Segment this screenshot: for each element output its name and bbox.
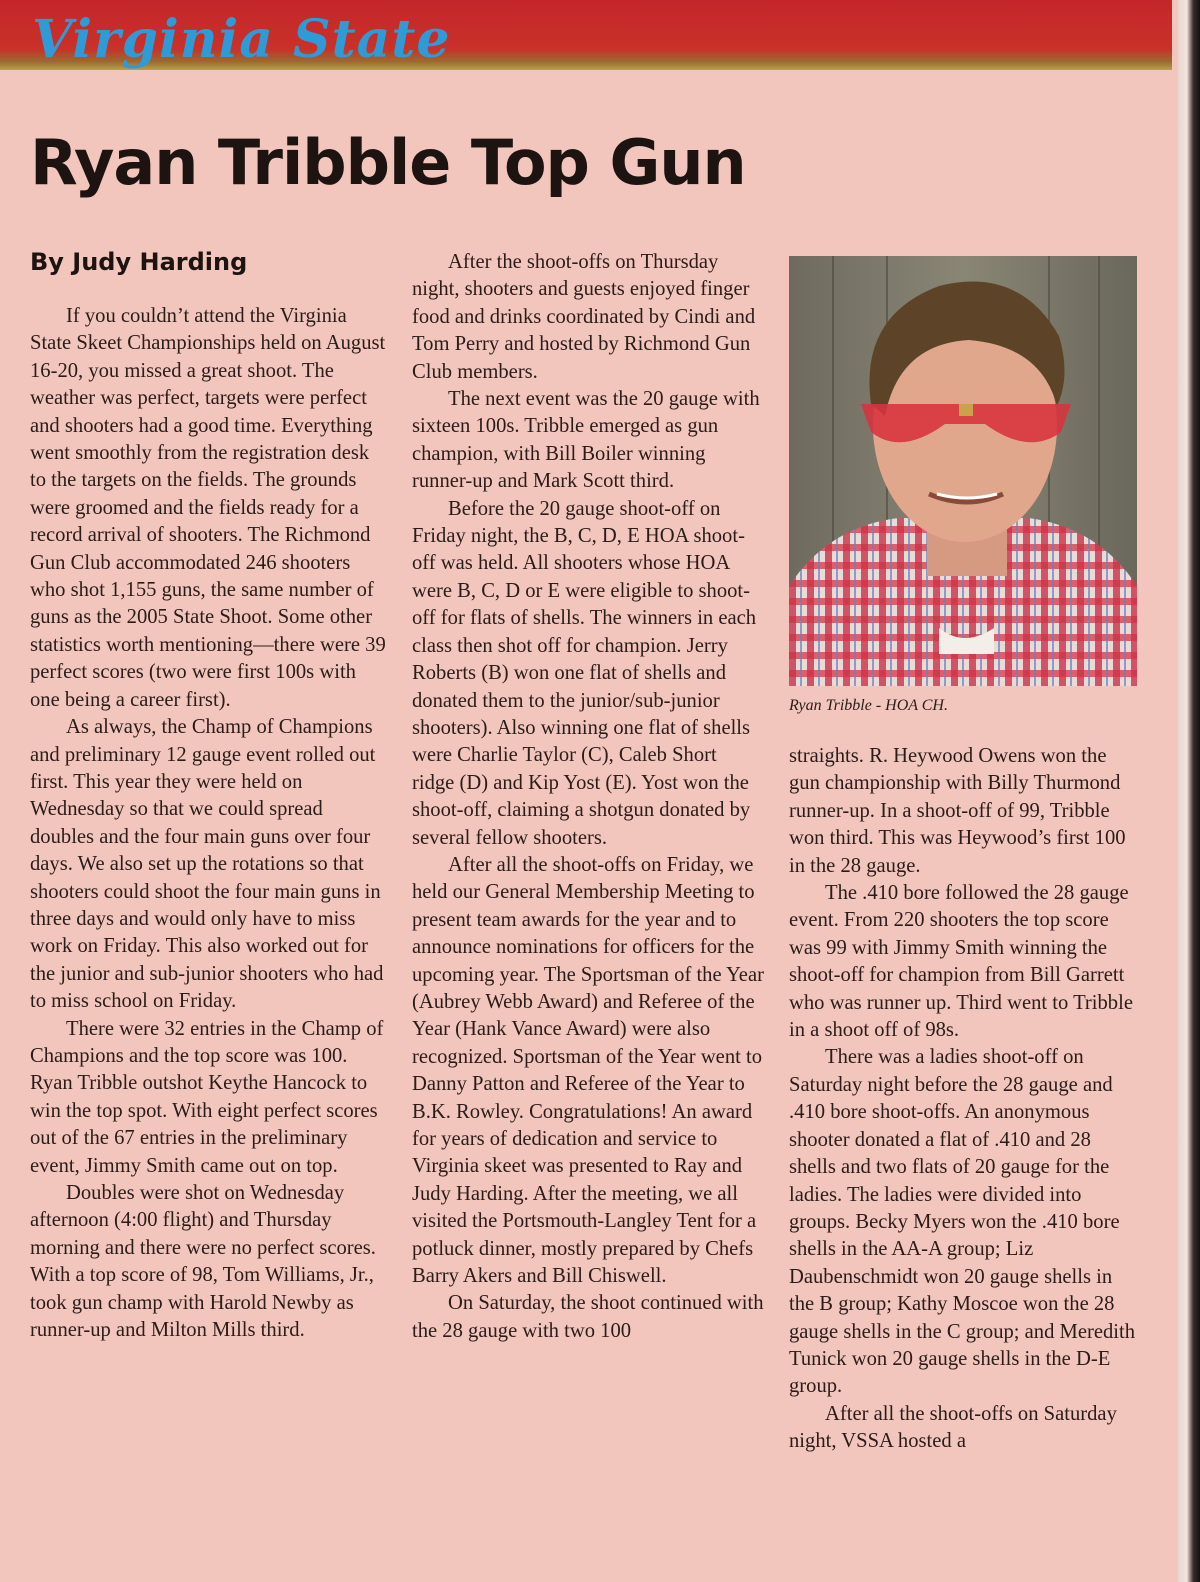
paragraph: After all the shoot-offs on Saturday night, VSSA hosted a xyxy=(789,1402,1117,1453)
page-edge-shadow xyxy=(1178,0,1200,1582)
article-column-1 xyxy=(30,303,388,1344)
paragraph: If you couldn’t attend the Virginia State Skeet Championships held on August 16-20, you missed a great shoot. The weather was perfect, targets were perfect and shooters had a good time. Everything went smoothly from the registration desk to the targets on the fields. The grounds were groomed and the fields ready for a record arrival of shooters. The Richmond Gun Club accommodated 246 shooters who shot 1,155 guns, the same number of guns as the 2005 State Shoot. Some other statistics worth mentioning—there were 39 perfect scores (two were first 100s with one being a career first). xyxy=(30,305,386,711)
paragraph: straights. R. Heywood Owens won the gun championship with Billy Thurmond runner-up. In a shoot-off of 99, Tribble won third. This was Heywood’s first 100 in the 28 gauge. xyxy=(789,745,1126,877)
paragraph: The .410 bore followed the 28 gauge event. From 220 shooters the top score was 99 with Jimmy Smith winning the shoot-off for champion from Bill Garrett who was runner up. Third went to Tribble in a shoot off of 98s. xyxy=(789,882,1133,1042)
portrait-photo xyxy=(789,256,1137,686)
article-column-2 xyxy=(412,249,764,1345)
photo-caption: Ryan Tribble - HOA CH. xyxy=(789,697,948,714)
article-headline: Ryan Tribble Top Gun xyxy=(30,126,746,199)
paragraph: There were 32 entries in the Champ of Champions and the top score was 100. Ryan Tribble outshot Keythe Hancock to win the top spot. With eight perfect scores out of the 67 entries in the preliminary event, Jimmy Smith came out on top. xyxy=(30,1017,384,1177)
paragraph: On Saturday, the shoot continued with the 28 gauge with two 100 xyxy=(412,1292,764,1342)
paragraph: After all the shoot-offs on Friday, we held our General Membership Meeting to present team awards for the year and to announce nominations for officers for the upcoming year. The Sportsman of the Year (Aubrey Webb Award) and Referee of the Year (Hank Vance Award) were also recognized. Sportsman of the Year went to Danny Patton and Referee of the Year to B.K. Rowley. Congratulations! An award for years of dedication and service to Virginia skeet was presented to Ray and Judy Harding. After the meeting, we all visited the Portsmouth-Langley Tent for a potluck dinner, mostly prepared by Chefs Barry Akers and Bill Chiswell. xyxy=(412,853,764,1288)
paragraph: Before the 20 gauge shoot-off on Friday night, the B, C, D, E HOA shoot-off was held. All shooters whose HOA were B, C, D or E were eligible to shoot-off for flats of shells. The winners in each class then shot off for champion. Jerry Roberts (B) won one flat of shells and donated them to the junior/sub-junior shooters). Also winning one flat of shells were Charlie Taylor (C), Caleb Short ridge (D) and Kip Yost (E). Yost won the shoot-off, claiming a shotgun donated by several fellow shooters. xyxy=(412,497,757,849)
paragraph: After the shoot-offs on Thursday night, shooters and guests enjoyed finger food and drinks coordinated by Cindi and Tom Perry and hosted by Richmond Gun Club members. xyxy=(412,251,756,383)
paragraph: As always, the Champ of Champions and preliminary 12 gauge event rolled out first. This year they were held on Wednesday so that we could spread doubles and the four main guns over four days. We also set up the rotations so that shooters could shoot the four main guns in three days and would only have to miss work on Friday. This also worked out for the junior and sub-junior shooters who had to miss school on Friday. xyxy=(30,716,384,1013)
section-title: Virginia State xyxy=(32,9,451,70)
paragraph: There was a ladies shoot-off on Saturday night before the 28 gauge and .410 bore shoot-offs. An anonymous shooter donated a flat of .410 and 28 shells and two flats of 20 gauge for the ladies. The ladies were divided into groups. Becky Myers won the .410 bore shells in the AA-A group; Liz Daubenschmidt won 20 gauge shells in the B group; Kathy Moscoe won the 28 gauge shells in the C group; and Meredith Tunick won 20 gauge shells in the D-E group. xyxy=(789,1046,1136,1398)
byline: By Judy Harding xyxy=(30,248,248,276)
article-column-3 xyxy=(789,743,1137,1456)
paragraph: The next event was the 20 gauge with sixteen 100s. Tribble emerged as gun champion, with Bill Boiler winning runner-up and Mark Scott third. xyxy=(412,388,760,493)
paragraph: Doubles were shot on Wednesday afternoon (4:00 flight) and Thursday morning and there were no perfect scores. With a top score of 98, Tom Williams, Jr., took gun champ with Harold Newby as runner-up and Milton Mills third. xyxy=(30,1182,376,1342)
